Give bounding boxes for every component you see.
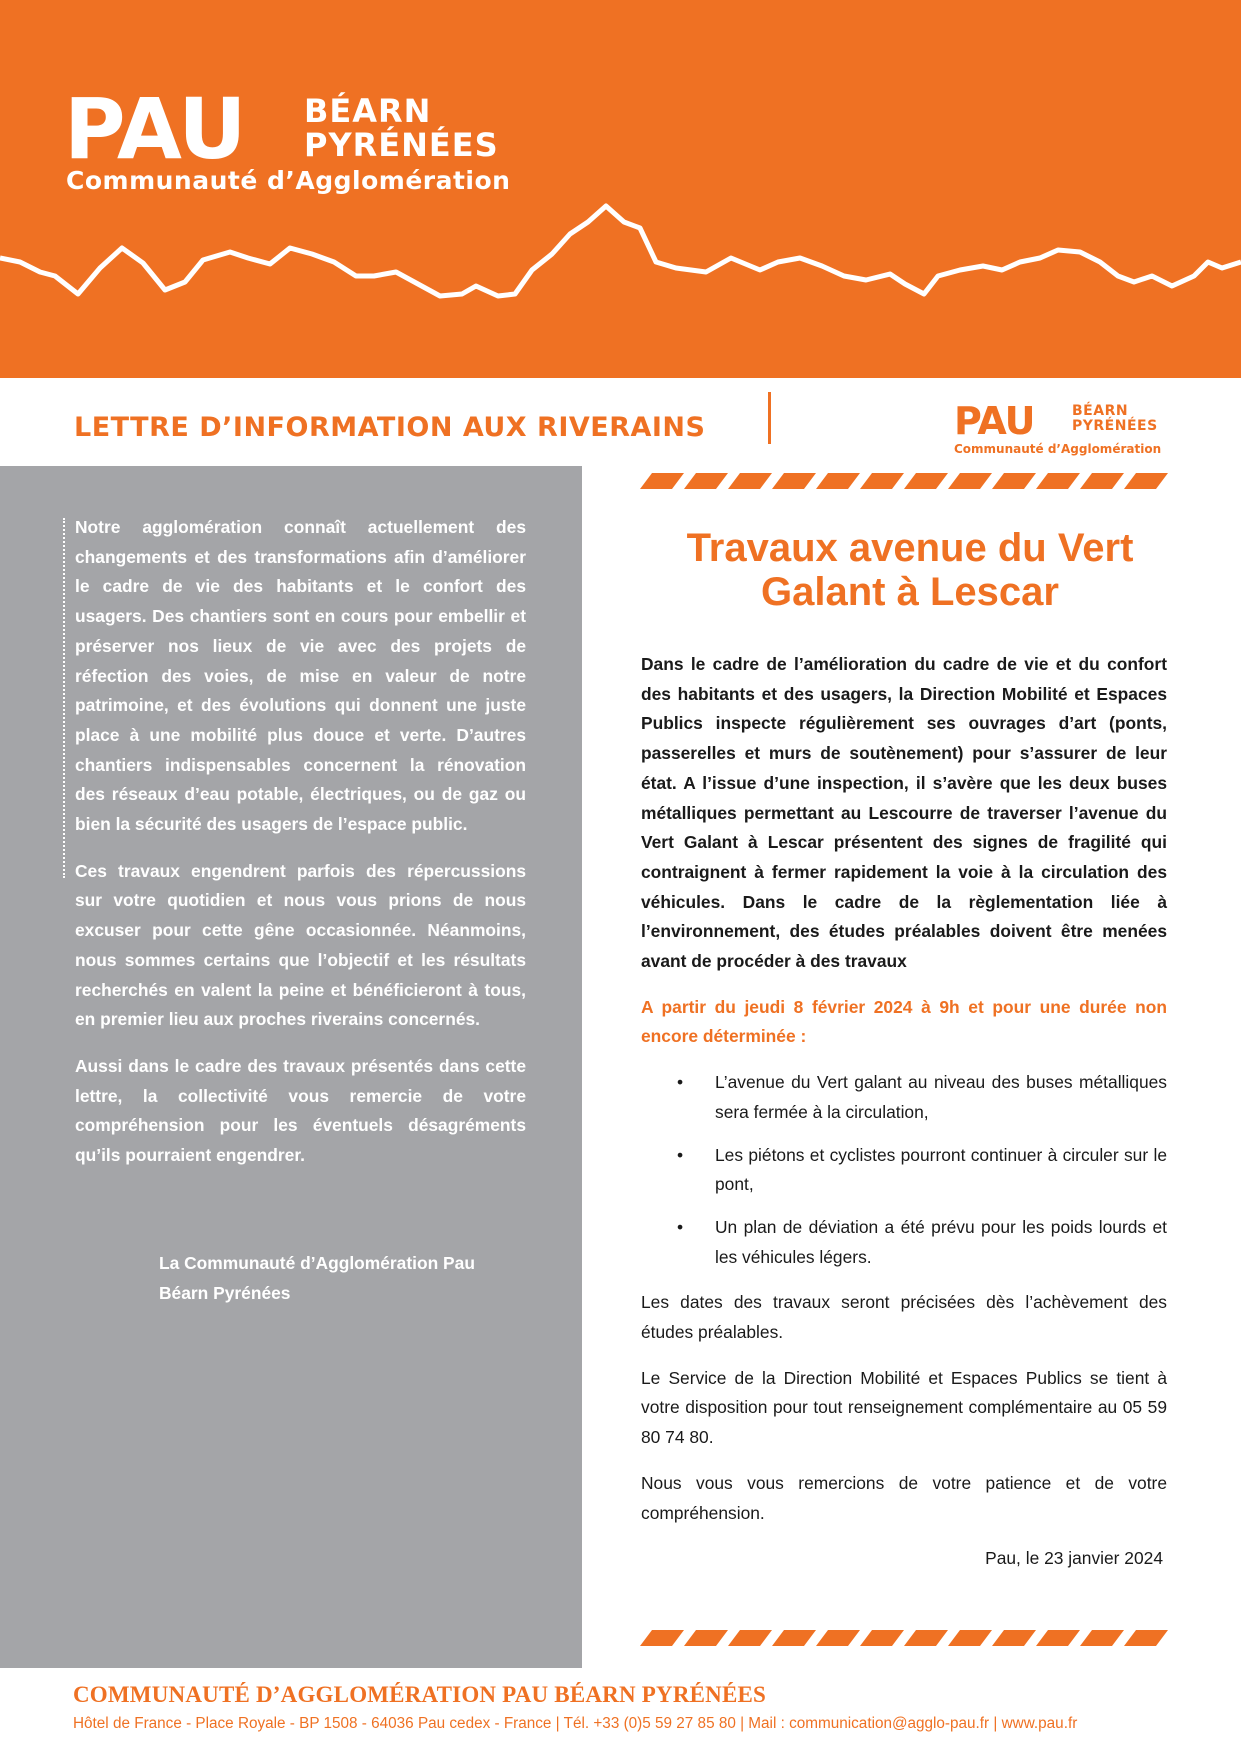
small-logo-community-text: Communauté d’Agglomération bbox=[954, 442, 1162, 456]
list-item: • L’avenue du Vert galant au niveau des buses métalliques sera fermée à la circulation, bbox=[641, 1068, 1167, 1127]
logo-bearn-text: BÉARN PYRÉNÉES bbox=[304, 92, 499, 164]
footer-address: Hôtel de France - Place Royale - BP 1508 - 64036 Pau cedex - France | Tél. +33 (0)5 59 27 85 80 | Mail : communication@agglo-pau.fr | www.pau.fr bbox=[73, 1715, 1078, 1732]
measures-list bbox=[641, 1068, 1167, 1272]
highlight-paragraph: A partir du jeudi 8 février 2024 à 9h et pour une durée non encore déterminée : bbox=[641, 996, 1167, 1047]
letter-date: Pau, le 23 janvier 2024 bbox=[985, 1548, 1163, 1569]
thanks-paragraph: Nous vous vous remercions de votre patience et de votre compréhension. bbox=[641, 1472, 1167, 1523]
small-logo-bearn-text: BÉARN PYRÉNÉES bbox=[1072, 403, 1158, 434]
article-title: Travaux avenue du Vert Galant à Lescar bbox=[686, 526, 1134, 614]
service-paragraph: Le Service de la Direction Mobilité et Espaces Publics se tient à votre disposition pour tout renseignement complémentaire au 05 59 80 74 80. bbox=[641, 1367, 1167, 1448]
bullet-icon: • bbox=[677, 1144, 684, 1165]
footer-title: COMMUNAUTÉ D’AGGLOMÉRATION PAU BÉARN PYRÉNÉES bbox=[73, 1682, 767, 1707]
left-paragraph: Aussi dans le cadre des travaux présentés dans cette lettre, la collectivité vous remercie de votre compréhension pour les éventuels désagréments qu’ils pourraient engendrer. bbox=[75, 1055, 526, 1166]
intro-paragraph: Dans le cadre de l’amélioration du cadre de vie et du confort des habitants et des usagers, la Direction Mobilité et Espaces Publics inspecte régulièrement ses ouvrages d’art (ponts, passerelles et murs de soutènement) pour s’assurer de leur état. A l’issue d’une inspection, il s’avère que les deux buses métalliques permettant au Lescourre de traverser l’avenue du Vert Galant à Lescar présentent des signes de fragilité qui contraignent à fermer rapidement la voie à la circulation des véhicules. Dans le cadre de la règlementation liée à l’environnement, des études préalables doivent être menées avant de procéder à des travaux bbox=[641, 654, 1167, 972]
letter-title: LETTRE D’INFORMATION AUX RIVERAINS bbox=[74, 412, 706, 443]
bullet-icon: • bbox=[677, 1072, 684, 1093]
small-logo-pau-text: PAU bbox=[954, 399, 1035, 443]
list-item: • Les piétons et cyclistes pourront continuer à circuler sur le pont, bbox=[641, 1141, 1167, 1200]
left-paragraph: Ces travaux engendrent parfois des répercussions sur votre quotidien et nous vous prions de nous excuser pour cette gêne occasionnée. Néanmoins, nous sommes certains que l’objectif et les résultats recherchés en valent la peine et bénéficieront à tous, en premier lieu aux proches riverains concernés. bbox=[75, 860, 526, 1030]
hazard-stripes-bottom bbox=[640, 1630, 1168, 1646]
left-paragraphs bbox=[75, 513, 526, 1188]
logo-pau-text: PAU bbox=[64, 80, 246, 178]
hazard-stripes-top bbox=[640, 473, 1168, 489]
header-banner bbox=[0, 0, 1241, 378]
signature: La Communauté d’Agglomération Pau Béarn Pyrénées bbox=[159, 1253, 475, 1303]
bullet-icon: • bbox=[677, 1216, 684, 1237]
hazard-stripes-bottom-graphic bbox=[640, 1630, 1168, 1646]
dates-paragraph: Les dates des travaux seront précisées dès l’achèvement des études préalables. bbox=[641, 1292, 1167, 1343]
dotted-divider bbox=[63, 518, 65, 878]
hazard-stripes-top-graphic bbox=[640, 473, 1168, 489]
title-divider bbox=[768, 392, 771, 444]
list-item: • Un plan de déviation a été prévu pour les poids lourds et les véhicules légers. bbox=[641, 1213, 1167, 1272]
left-paragraph: Notre agglomération connaît actuellement des changements et des transformations afin d’améliorer le cadre de vie des habitants et le confort des usagers. Des chantiers sont en cours pour embellir et préserver nos lieux de vie avec des projets de réfection des voies, de mise en valeur de notre patrimoine, et des évolutions qui donnent une juste place à une mobilité plus douce et verte. D’autres chantiers indispensables concernent la rénovation des réseaux d’eau potable, électriques, ou de gaz ou bien la sécurité des usagers de l’espace public. bbox=[75, 517, 526, 835]
logo-community-text: Communauté d’Agglomération bbox=[66, 166, 511, 195]
article-body bbox=[641, 650, 1167, 1590]
